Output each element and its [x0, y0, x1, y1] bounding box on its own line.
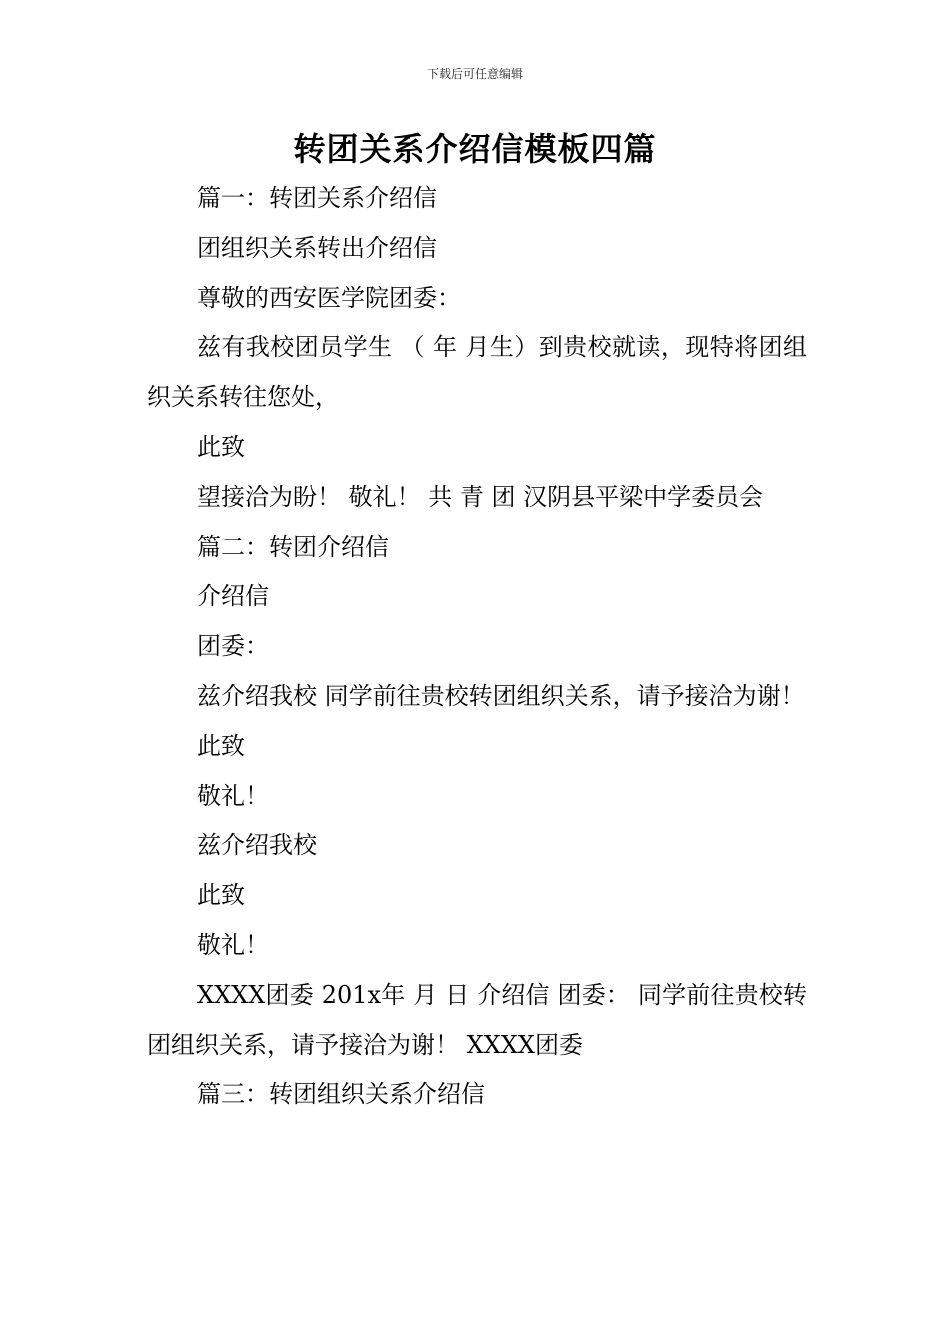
paragraph: 此致 [197, 731, 245, 760]
paragraph: XXXX团委 201x年 月 日 介绍信 团委： 同学前往贵校转团组织关系，请予接洽为谢！ XXXX团委 [147, 980, 807, 1059]
paragraph: 兹介绍我校 [197, 831, 317, 860]
paragraph: 望接洽为盼！ 敬礼！ 共 青 团 汉阴县平梁中学委员会 [197, 482, 764, 511]
paragraph: 篇一：转团关系介绍信 [197, 184, 437, 212]
paragraph: 团组织关系转出介绍信 [197, 233, 437, 262]
paragraph: 兹介绍我校 同学前往贵校转团组织关系，请予接洽为谢！ [197, 681, 805, 710]
paragraph: 尊敬的西安医学院团委： [197, 283, 461, 312]
paragraph: 篇三：转团组织关系介绍信 [197, 1080, 485, 1109]
paragraph: 兹有我校团员学生 （ 年 月生）到贵校就读，现特将团组织关系转往您处， [147, 333, 807, 412]
paragraph: 介绍信 [197, 582, 269, 611]
paragraph: 此致 [197, 432, 245, 461]
paragraph: 篇二：转团介绍信 [197, 532, 389, 561]
header-note: 下载后可任意编辑 [426, 67, 523, 81]
paragraph: 此致 [197, 881, 245, 910]
paragraph: 敬礼！ [197, 781, 269, 810]
paragraph: 敬礼！ [197, 930, 269, 959]
document-title: 转团关系介绍信模板四篇 [293, 130, 657, 168]
document-body [147, 174, 807, 1120]
paragraph: 团委： [197, 632, 269, 661]
